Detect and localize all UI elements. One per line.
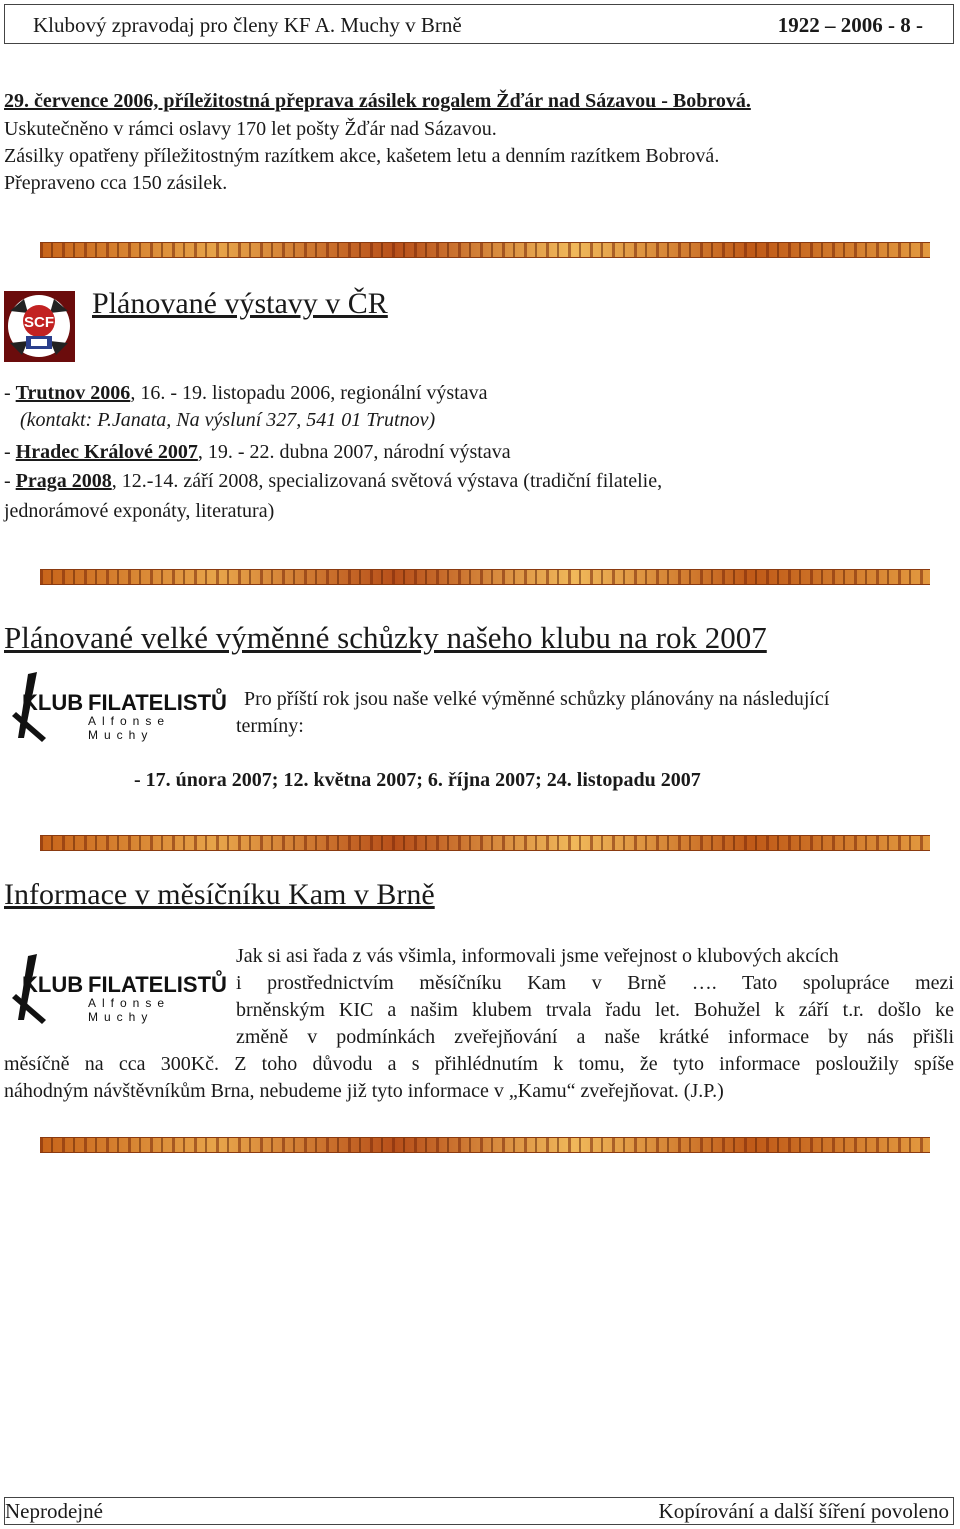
exhibition-item: - Praga 2008, 12.-14. září 2008, specializovaná světová výstava (tradiční filatelie, bbox=[4, 470, 663, 492]
logo-word-klub: KLUB bbox=[22, 972, 84, 997]
scf-emblem-icon bbox=[4, 291, 75, 362]
meetings-intro-line-2: termíny: bbox=[236, 715, 304, 737]
intro-line-1: Uskutečněno v rámci oslavy 170 let pošty Žďár nad Sázavou. bbox=[4, 118, 497, 140]
decorative-divider bbox=[40, 1137, 930, 1153]
exhibition-name: Hradec Králové 2007 bbox=[15, 441, 198, 463]
klub-filatelistu-logo bbox=[10, 946, 227, 1026]
kam-paragraph-line: brněnským KIC a našim klubem trvala řadu let. Bohužel k září t.r. došlo ke bbox=[236, 999, 954, 1021]
logo-word-klub: KLUB bbox=[22, 690, 84, 715]
meetings-intro-line-1: Pro příští rok jsou naše velké výměnné schůzky plánovány na následující bbox=[244, 688, 830, 710]
intro-heading: 29. července 2006, příležitostná přeprava zásilek rogalem Žďár nad Sázavou - Bobrová. bbox=[4, 90, 751, 112]
meetings-title: Plánované velké výměnné schůzky našeho klubu na rok 2007 bbox=[4, 620, 767, 655]
logo-word-filatelistu: FILATELISTŮ bbox=[88, 972, 227, 997]
page-footer bbox=[4, 1497, 954, 1525]
logo-word-filatelistu: FILATELISTŮ bbox=[88, 690, 227, 715]
scf-logo bbox=[4, 291, 75, 362]
kam-paragraph-line: náhodným návštěvníkům Brna, nebudeme již tyto informace v „Kamu“ zveřejňovat. (J.P.) bbox=[4, 1080, 724, 1102]
logo-subtitle: Alfonse Muchy bbox=[88, 714, 171, 742]
exhibition-name: Praga 2008 bbox=[15, 470, 112, 492]
decorative-divider bbox=[40, 835, 930, 851]
exhibition-item: - Hradec Králové 2007, 19. - 22. dubna 2007, národní výstava bbox=[4, 441, 511, 463]
footer-right: Kopírování a další šíření povoleno bbox=[658, 1499, 949, 1523]
kam-paragraph-line: i prostřednictvím měsíčníku Kam v Brně …. Tato spolupráce mezi bbox=[236, 972, 954, 994]
exhibition-item: - Trutnov 2006, 16. - 19. listopadu 2006, regionální výstava bbox=[4, 382, 488, 404]
footer-left: Neprodejné bbox=[5, 1499, 103, 1523]
exhibition-contact: (kontakt: P.Janata, Na výsluní 327, 541 01 Trutnov) bbox=[20, 409, 436, 431]
exhibition-continuation: jednorámové exponáty, literatura) bbox=[4, 500, 275, 522]
page-header bbox=[4, 4, 954, 44]
kam-paragraph-line: měsíčně na cca 300Kč. Z toho důvodu a s přihlédnutím k tomu, že tyto informace posloužily spíše bbox=[4, 1053, 954, 1075]
header-title: Klubový zpravodaj pro členy KF A. Muchy v Brně bbox=[33, 13, 462, 37]
meeting-dates: - 17. února 2007; 12. května 2007; 6. října 2007; 24. listopadu 2007 bbox=[134, 769, 701, 791]
intro-line-2: Zásilky opatřeny příležitostným razítkem akce, kašetem letu a denním razítkem Bobrová. bbox=[4, 145, 720, 167]
logo-subtitle: Alfonse Muchy bbox=[88, 996, 171, 1024]
header-page-info: 1922 – 2006 - 8 - bbox=[777, 13, 923, 37]
intro-line-3: Přepraveno cca 150 zásilek. bbox=[4, 172, 228, 194]
decorative-divider bbox=[40, 569, 930, 585]
decorative-divider bbox=[40, 242, 930, 258]
kam-paragraph-line: změně v podmínkách zveřejňování a naše krátké informace by nás přišli bbox=[236, 1026, 954, 1048]
kam-paragraph-line: Jak si asi řada z vás všimla, informovali jsme veřejnost o klubových akcích bbox=[236, 945, 839, 967]
exhibition-name: Trutnov 2006 bbox=[15, 382, 131, 404]
kam-title: Informace v měsíčníku Kam v Brně bbox=[4, 878, 435, 911]
klub-filatelistu-logo bbox=[10, 664, 227, 744]
exhibitions-title: Plánované výstavy v ČR bbox=[92, 287, 388, 320]
logo-text: SCF bbox=[24, 314, 54, 331]
